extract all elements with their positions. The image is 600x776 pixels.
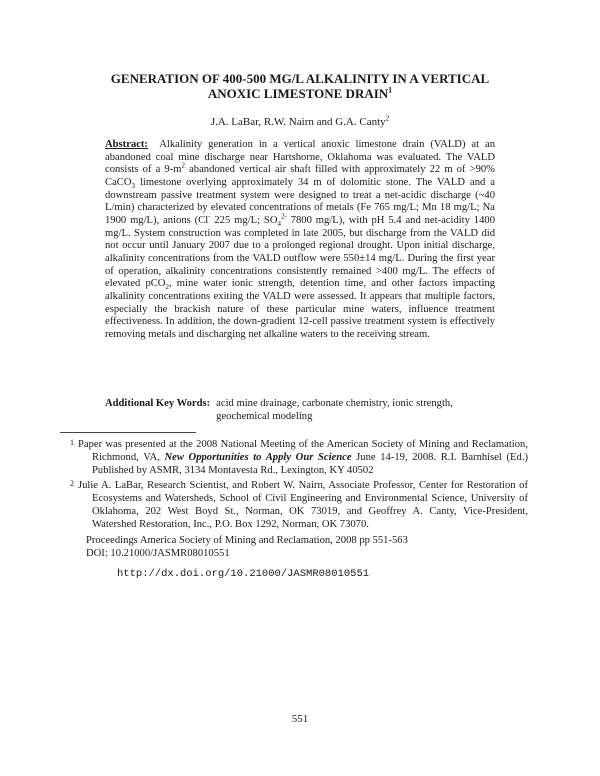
abstract-text-c: limestone overlying approximately 34 m of dolomitic stone. The VALD and a downstream passive treatment system were designed to treat a net-acidic discharge (~40 L/min) characterized by elevated concentrations of metals (Fe 765 mg/L; Mn 18 mg/L; Na 1900 mg/L), anions (Cl: [105, 176, 495, 226]
abstract-sup-a: 2: [181, 161, 185, 170]
abstract-text-e: 7800 mg/L), with pH 5.4 and net-acidity 1400 mg/L. System construction was completed in late 2005, but discharge from the VALD did not occur until January 2007 due to a prolonged regional drought. Upon initial discharge, alkalinity concentrations from the VALD outflow were 550±14 mg/L. During the first year of operation, alkalinity concentrations consistently remained >400 mg/L. The effects of elevated pCO: [105, 214, 495, 290]
footnote-2: [58, 479, 528, 531]
footnote-1-emphasis: New Opportunities to Apply Our Science: [164, 452, 352, 463]
footnote-1-number: 1: [70, 438, 74, 447]
footnote-divider: [60, 432, 196, 433]
abstract-text-d: 225 mg/L; SO: [210, 214, 278, 226]
page-number: 551: [291, 713, 309, 725]
author-list: [60, 116, 540, 129]
author-names: J.A. LaBar, R.W. Nairn and G.A. Canty: [210, 116, 386, 128]
keywords-label: Additional Key Words:: [105, 398, 211, 409]
abstract-text-b: abandoned vertical air shaft filled with approximately 22 m of >90% CaCO: [105, 164, 495, 188]
abstract-label: Abstract:: [105, 139, 148, 150]
footnote-1: [58, 438, 528, 477]
doi-link[interactable]: http://dx.doi.org/10.21000/JASMR08010551: [117, 568, 370, 580]
abstract-sub-b: 3: [131, 182, 135, 191]
keywords-text: acid mine drainage, carbonate chemistry, ionic strength, geochemical modeling: [216, 398, 453, 422]
author-footnote-marker: 2: [385, 114, 390, 123]
abstract: [105, 139, 495, 342]
footnote-2-number: 2: [70, 479, 74, 488]
footnote-2-text: Julie A. LaBar, Research Scientist, and Robert W. Nairn, Associate Professor, Center for Restoration of Ecosystems and Watersheds, School of Civil Engineering and Environmental Science, University of Oklahoma, 202 West Boyd St., Norman, OK 73019, and Geoffrey A. Canty, Vice-President, Watershed Restoration, Inc., P.O. Box 1292, Norman, OK 73070.: [78, 480, 528, 530]
keywords: [105, 398, 500, 423]
title-footnote-marker: 1: [388, 85, 393, 95]
abstract-sup-d: 2-: [280, 212, 287, 221]
abstract-sup-c: -: [208, 212, 211, 221]
footnote-1-text-b: June 14-19, 2008. R.I. Barnhisel (Ed.) Published by ASMR, 3134 Montavesta Rd., Lexington, KY 40502: [92, 452, 528, 476]
footnote-1-text-a: Paper was presented at the 2008 National Meeting of the American Society of Mining and Reclamation, Richmond, VA,: [78, 439, 528, 463]
proceedings-info: [86, 534, 408, 560]
doi-line: DOI: 10.21000/JASMR08010551: [86, 548, 230, 559]
abstract-text-f: , mine water ionic strength, detention time, and other factors impacting alkalinity concentrations exiting the VALD were assessed. It appears that multiple factors, especially the brackish nature of these particular mine waters, influence treatment effectiveness. In addition, the down-gradient 12-cell passive treatment system is effectively removing metals and discharging net alkaline waters to the receiving stream.: [105, 278, 496, 340]
paper-title: [60, 71, 540, 101]
abstract-sub-d: 4: [277, 220, 281, 229]
abstract-sub-e: 2: [165, 283, 169, 292]
abstract-text-a: Alkalinity generation in a vertical anoxic limestone drain (VALD) at an abandoned coal mine discharge near Hartshorne, Oklahoma was evaluated. The VALD consists of a 9-m: [105, 139, 496, 176]
title-line-1: GENERATION OF 400-500 MG/L ALKALINITY IN A VERTICAL: [110, 71, 490, 86]
proceedings-citation: Proceedings America Society of Mining and Reclamation, 2008 pp 551-563: [86, 535, 408, 546]
title-line-2: ANOXIC LIMESTONE DRAIN: [207, 86, 389, 101]
footnote-1-text: [78, 438, 528, 477]
